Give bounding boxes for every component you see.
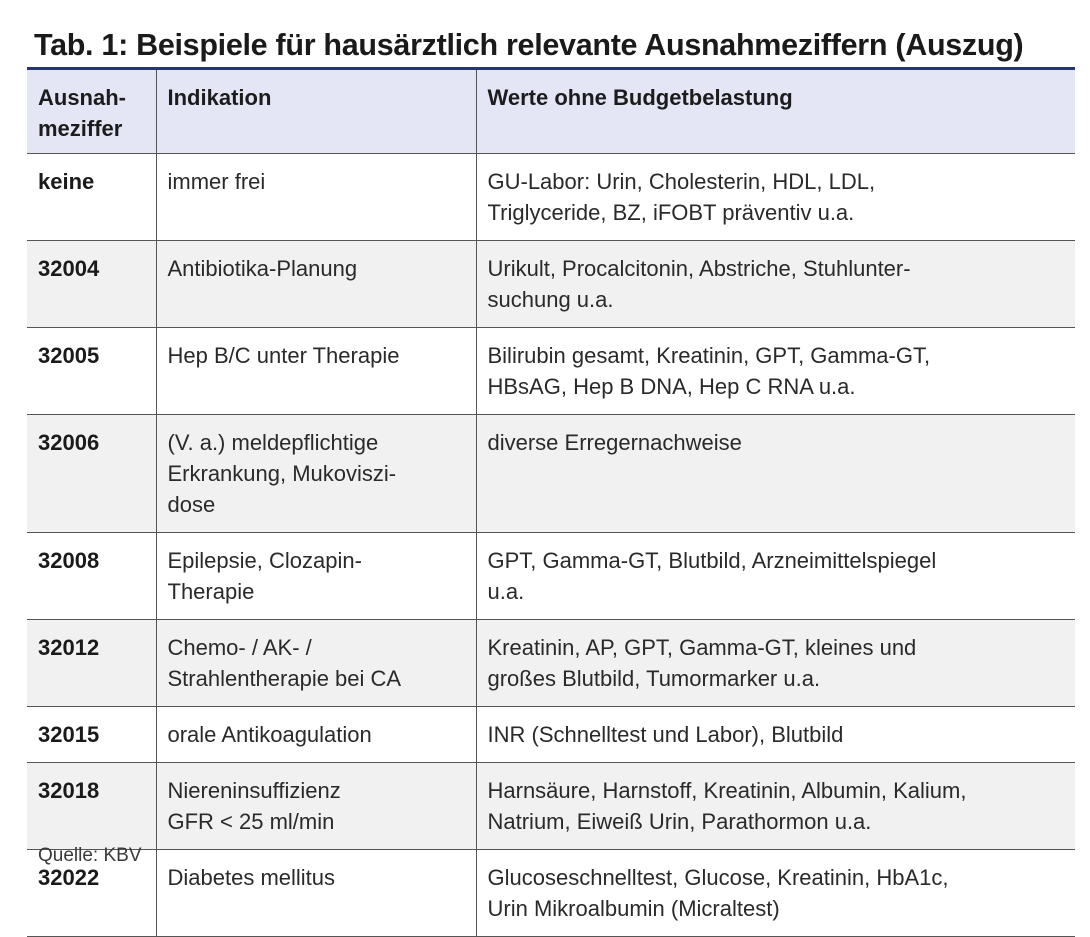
indication-cell: Hep B/C unter Therapie <box>156 328 476 415</box>
code-cell: 32004 <box>38 256 100 281</box>
table-row <box>27 533 1075 620</box>
code-cell: 32012 <box>38 635 100 660</box>
source-note: Quelle: KBV <box>38 845 142 866</box>
header-values: Werte ohne Budgetbelastung <box>476 69 1075 154</box>
values-cell: Harnsäure, Harnstoff, Kreatinin, Albumin, Kalium, Natrium, Eiweiß Urin, Parathormon u.a. <box>476 763 1075 850</box>
values-cell: Urikult, Procalcitonin, Abstriche, Stuhlunter- suchung u.a. <box>476 241 1075 328</box>
table-row <box>27 154 1075 241</box>
header-row <box>27 69 1075 154</box>
values-cell: Bilirubin gesamt, Kreatinin, GPT, Gamma-GT, HBsAG, Hep B DNA, Hep C RNA u.a. <box>476 328 1075 415</box>
table-row <box>27 328 1075 415</box>
table-row <box>27 707 1075 763</box>
indication-cell: orale Antikoagulation <box>156 707 476 763</box>
indication-cell: Epilepsie, Clozapin- Therapie <box>156 533 476 620</box>
code-cell: 32008 <box>38 548 100 573</box>
header-code: Ausnah- meziffer <box>38 85 126 141</box>
values-cell: GPT, Gamma-GT, Blutbild, Arzneimittelspiegel u.a. <box>476 533 1075 620</box>
code-cell: 32018 <box>38 778 100 803</box>
code-cell: 32006 <box>38 430 100 455</box>
indication-cell: Niereninsuffizienz GFR < 25 ml/min <box>156 763 476 850</box>
code-cell: keine <box>38 169 95 194</box>
code-cell: 32005 <box>38 343 100 368</box>
table-row <box>27 415 1075 533</box>
table-row <box>27 850 1075 937</box>
values-cell: Glucoseschnelltest, Glucose, Kreatinin, HbA1c, Urin Mikroalbumin (Micraltest) <box>476 850 1075 937</box>
table-row <box>27 241 1075 328</box>
header-indication: Indikation <box>156 69 476 154</box>
indication-cell: Chemo- / AK- / Strahlentherapie bei CA <box>156 620 476 707</box>
values-cell: GU-Labor: Urin, Cholesterin, HDL, LDL, Triglyceride, BZ, iFOBT präventiv u.a. <box>476 154 1075 241</box>
indication-cell: Antibiotika-Planung <box>156 241 476 328</box>
indication-cell: (V. a.) meldepflichtige Erkrankung, Mukoviszi- dose <box>156 415 476 533</box>
indication-cell: immer frei <box>156 154 476 241</box>
values-cell: Kreatinin, AP, GPT, Gamma-GT, kleines und großes Blutbild, Tumormarker u.a. <box>476 620 1075 707</box>
indication-cell: Diabetes mellitus <box>156 850 476 937</box>
table-body <box>27 154 1075 937</box>
code-cell: 32015 <box>38 722 100 747</box>
values-cell: diverse Erregernachweise <box>476 415 1075 533</box>
table-header <box>27 69 1075 154</box>
table-row <box>27 763 1075 850</box>
values-cell: INR (Schnelltest und Labor), Blutbild <box>476 707 1075 763</box>
exception-codes-table <box>27 67 1075 937</box>
table-row <box>27 620 1075 707</box>
table-title: Tab. 1: Beispiele für hausärztlich relevante Ausnahmeziffern (Auszug) <box>34 28 1024 62</box>
code-cell: 32022 <box>38 865 100 890</box>
